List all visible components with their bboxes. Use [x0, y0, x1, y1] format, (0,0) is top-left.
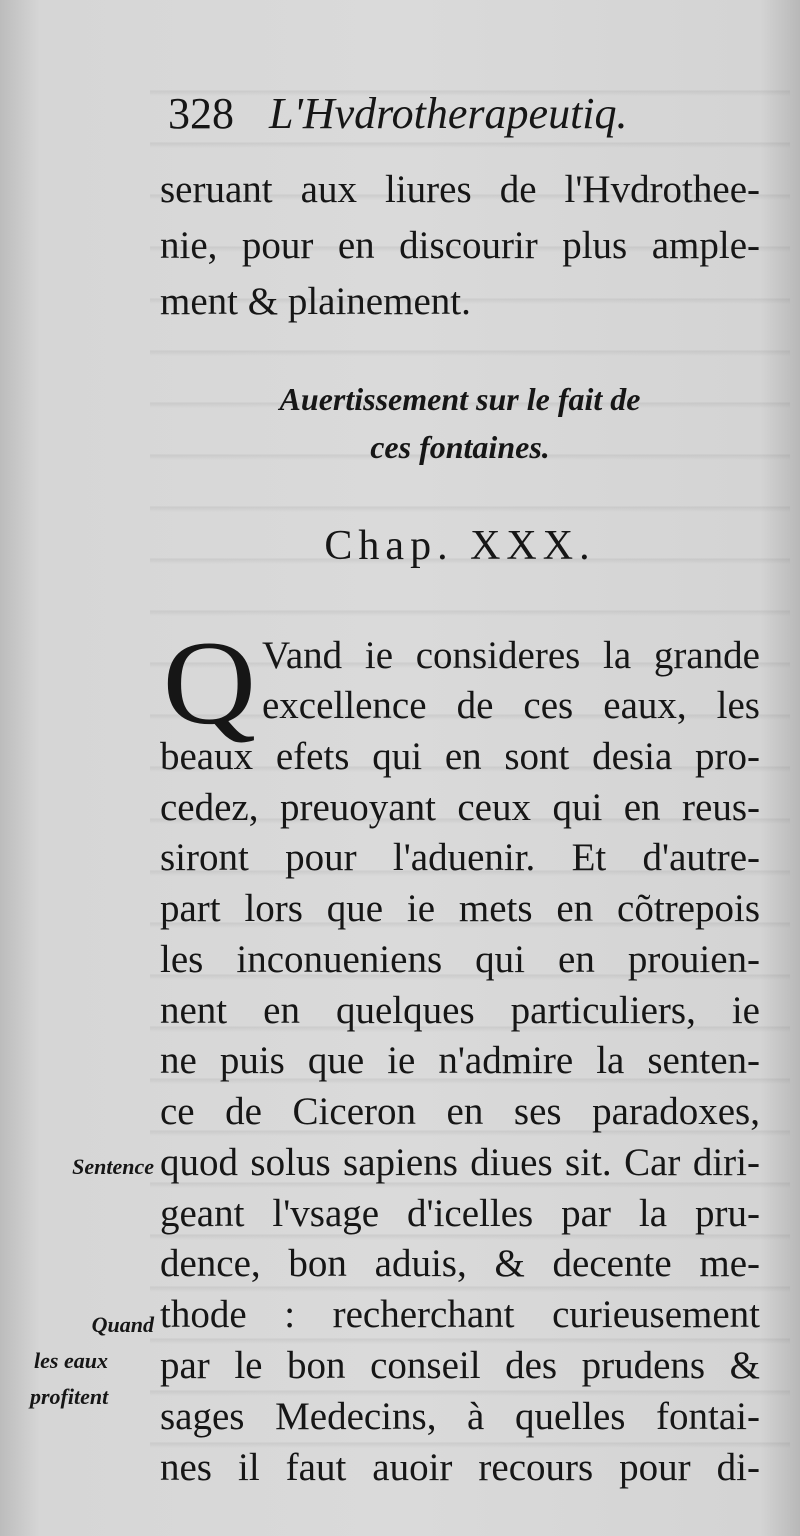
body-line: beaux efets qui en sont desia pro- — [160, 735, 760, 778]
body-line: ment & plainement. — [160, 280, 471, 323]
body-line: nie, pour en discourir plus ample- — [160, 224, 760, 267]
body-line: par le bon conseil des prudens & — [160, 1344, 760, 1387]
body-line: cedez, preuoyant ceux qui en reus- — [160, 786, 760, 829]
body-line: nent en quelques particuliers, ie — [160, 989, 760, 1032]
marginal-note: Sentence — [72, 1154, 154, 1179]
body-line: seruant aux liures de l'Hvdrothee- — [160, 168, 760, 211]
marginal-note: profitent — [30, 1384, 109, 1409]
body-line: geant l'vsage d'icelles par la pru- — [160, 1192, 760, 1235]
body-line: ce de Ciceron en ses paradoxes, — [160, 1090, 760, 1133]
body-line: quod solus sapiens diues sit. Car diri- — [160, 1141, 760, 1184]
body-line: dence, bon aduis, & decente me- — [160, 1242, 760, 1285]
body-line: sages Medecins, à quelles fontai- — [160, 1395, 760, 1438]
body-line: excellence de ces eaux, les — [262, 684, 760, 727]
body-line: ne puis que ie n'admire la senten- — [160, 1039, 760, 1082]
body-line: Vand ie consideres la grande — [262, 634, 760, 677]
body-line: siront pour l'aduenir. Et d'autre- — [160, 836, 760, 879]
marginal-note: Quand — [91, 1312, 154, 1337]
body-line: part lors que ie mets en cõtrepois — [160, 887, 760, 930]
body-line: thode : recherchant curieusement — [160, 1293, 760, 1336]
subheading-line: ces fontaines. — [370, 429, 550, 465]
chapter-title: Chap. XXX. — [324, 523, 596, 569]
body-line: les inconueniens qui en prouien- — [160, 938, 760, 981]
body-line: nes il faut auoir recours pour di- — [160, 1446, 760, 1489]
page-number: 328 — [168, 89, 234, 138]
drop-capital: Q — [162, 616, 257, 749]
page-header — [168, 88, 728, 152]
subheading-line: Auertissement sur le fait de — [279, 381, 641, 417]
running-title: L'Hvdrotherapeutiq. — [269, 89, 628, 138]
marginal-note: les eaux — [34, 1348, 108, 1373]
